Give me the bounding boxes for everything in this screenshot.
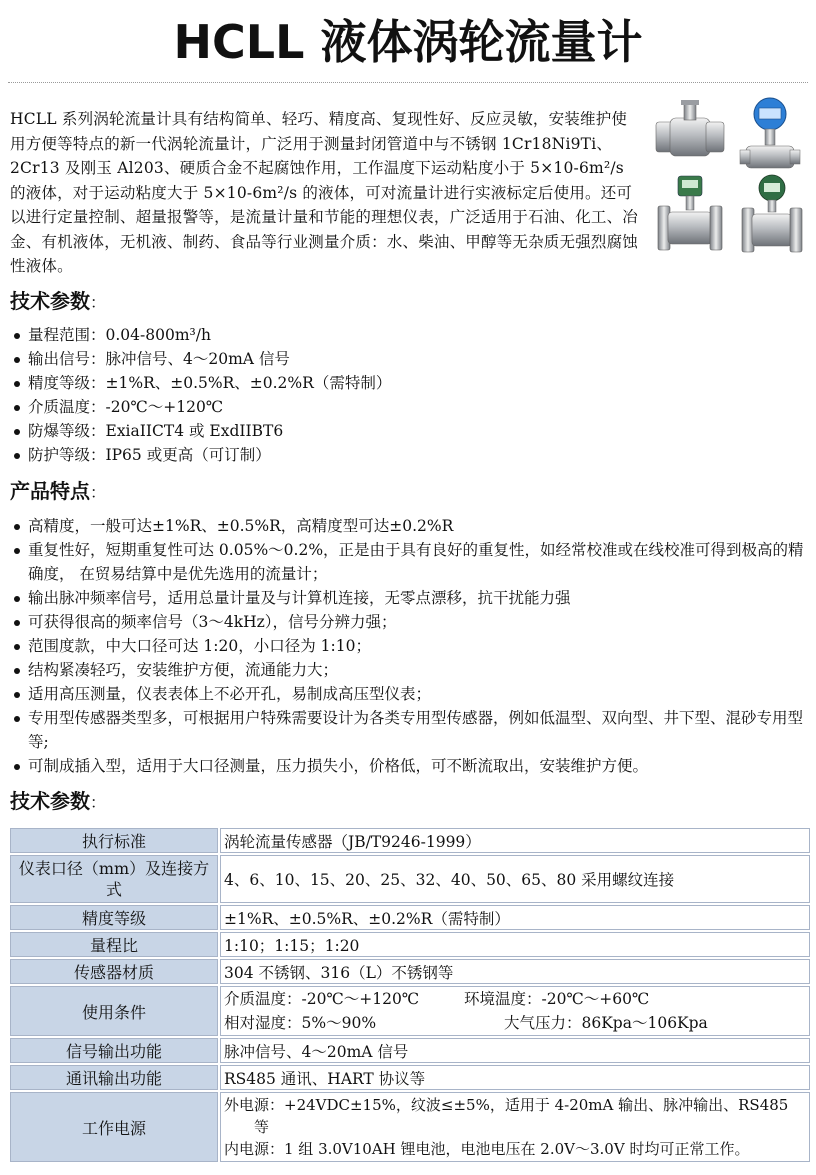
list-item: 防爆等级：ExiaIICT4 或 ExdIIBT6 (14, 419, 810, 443)
table-row (10, 1065, 810, 1090)
table-row (10, 905, 810, 930)
table-row (10, 828, 810, 853)
intro-paragraph: HCLL 系列涡轮流量计具有结构简单、轻巧、精度高、复现性好、反应灵敏，安装维护使用方便等特点的新一代涡轮流量计，广泛用于测量封闭管道中与不锈钢 1Cr18Ni9Ti、2Cr13 及刚玉 Al203、硬质合金不起腐蚀作用，工作温度下运动粘度小于 5×10-6m²/s 的液体，对于运动粘度大于 5×10-6m²/s 的液体，可对流量计进行实液标定后使用。还可以进行定量控制、超量报警等，是流量计量和节能的理想仪表，广泛适用于石油、化工、冶金、有机液体，无机液、制药、食品等行业测量介质：水、柴油、甲醇等无杂质无强烈腐蚀性液体。 (10, 110, 639, 275)
product-photo-flowmeters (650, 96, 810, 258)
table-row (10, 855, 810, 903)
spec-value: 外电源：+24VDC±15%，纹波≤±5%，适用于 4-20mA 输出、脉冲输出、RS485 等 内电源：1 组 3.0V10AH 锂电池，电池电压在 2.0V～3.0V 时均可正常工作。 (220, 1092, 810, 1162)
spec-value: 涡轮流量传感器（JB/T9246-1999） (220, 828, 810, 853)
flowmeter-flanged-display-icon (742, 175, 802, 252)
flowmeter-flanged-icon (658, 176, 722, 250)
list-item: 结构紧凑轻巧，安装维护方便，流通能力大； (14, 658, 810, 682)
list-item: 可获得很高的频率信号（3～4kHz），信号分辨力强； (14, 610, 810, 634)
bullet-icon (14, 716, 20, 722)
bullet-icon (14, 692, 20, 698)
bullet-icon (14, 596, 20, 602)
bullet-icon (14, 453, 20, 459)
list-item: 输出信号：脉冲信号、4～20mA 信号 (14, 347, 810, 371)
bullet-icon (14, 405, 20, 411)
spec-value: 介质温度：-20℃～+120℃ 环境温度：-20℃～+60℃ 相对湿度：5%～90% 大气压力：86Kpa～106Kpa (220, 986, 810, 1036)
spec-key: 量程比 (10, 932, 218, 957)
spec-value: 脉冲信号、4～20mA 信号 (220, 1038, 810, 1063)
bullet-icon (14, 548, 20, 554)
list-item: 范围度款，中大口径可达 1:20，小口径为 1:10； (14, 634, 810, 658)
spec-value: 4、6、10、15、20、25、32、40、50、65、80 采用螺纹连接 (220, 855, 810, 903)
spec-key: 精度等级 (10, 905, 218, 930)
section-heading-tech-params-table: 技术参数： (10, 789, 107, 813)
bullet-icon (14, 668, 20, 674)
list-item: 适用高压测量，仪表表体上不必开孔，易制成高压型仪表； (14, 682, 810, 706)
bullet-icon (14, 644, 20, 650)
section-heading-tech-params: 技术参数： (10, 289, 107, 313)
spec-key: 传感器材质 (10, 959, 218, 984)
list-item: 量程范围：0.04-800m³/h (14, 323, 810, 347)
table-row (10, 986, 810, 1036)
bullet-icon (14, 429, 20, 435)
bullet-icon (14, 357, 20, 363)
spec-key: 执行标准 (10, 828, 218, 853)
spec-key: 工作电源 (10, 1092, 218, 1162)
section-heading-features: 产品特点： (10, 479, 107, 503)
spec-table (8, 826, 812, 1164)
spec-value: 1:10；1:15；1:20 (220, 932, 810, 957)
flowmeter-threaded-icon (656, 100, 724, 156)
table-row (10, 1092, 810, 1162)
list-item: 防护等级：IP65 或更高（可订制） (14, 443, 810, 467)
spec-key: 使用条件 (10, 986, 218, 1036)
spec-value: 304 不锈钢、316（L）不锈钢等 (220, 959, 810, 984)
list-item: 精度等级：±1%R、±0.5%R、±0.2%R（需特制） (14, 371, 810, 395)
list-item: 高精度，一般可达±1%R、±0.5%R，高精度型可达±0.2%R (14, 514, 810, 538)
title-divider (8, 82, 808, 83)
bullet-icon (14, 524, 20, 530)
tech-params-list (14, 323, 810, 467)
list-item: 输出脉冲频率信号，适用总量计量及与计算机连接，无零点漂移，抗干扰能力强 (14, 586, 810, 610)
table-row (10, 959, 810, 984)
features-list (14, 514, 810, 778)
list-item: 可制成插入型，适用于大口径测量，压力损失小，价格低，可不断流取出，安装维护方便。 (14, 754, 810, 778)
bullet-icon (14, 381, 20, 387)
flowmeter-blue-display-icon (740, 98, 800, 168)
bullet-icon (14, 764, 20, 770)
spec-key: 信号输出功能 (10, 1038, 218, 1063)
spec-value: RS485 通讯、HART 协议等 (220, 1065, 810, 1090)
list-item: 重复性好，短期重复性可达 0.05%～0.2%，正是由于具有良好的重复性，如经常校准或在线校准可得到极高的精确度， 在贸易结算中是优先选用的流量计； (14, 538, 810, 586)
table-row (10, 1038, 810, 1063)
page-title: HCLL 液体涡轮流量计 (173, 15, 643, 69)
table-row (10, 932, 810, 957)
list-item: 专用型传感器类型多，可根据用户特殊需要设计为各类专用型传感器，例如低温型、双向型、井下型、混砂专用型等; (14, 706, 810, 754)
bullet-icon (14, 620, 20, 626)
spec-key: 仪表口径（mm）及连接方式 (10, 855, 218, 903)
spec-value: ±1%R、±0.5%R、±0.2%R（需特制） (220, 905, 810, 930)
list-item: 介质温度：-20℃～+120℃ (14, 395, 810, 419)
bullet-icon (14, 333, 20, 339)
spec-key: 通讯输出功能 (10, 1065, 218, 1090)
